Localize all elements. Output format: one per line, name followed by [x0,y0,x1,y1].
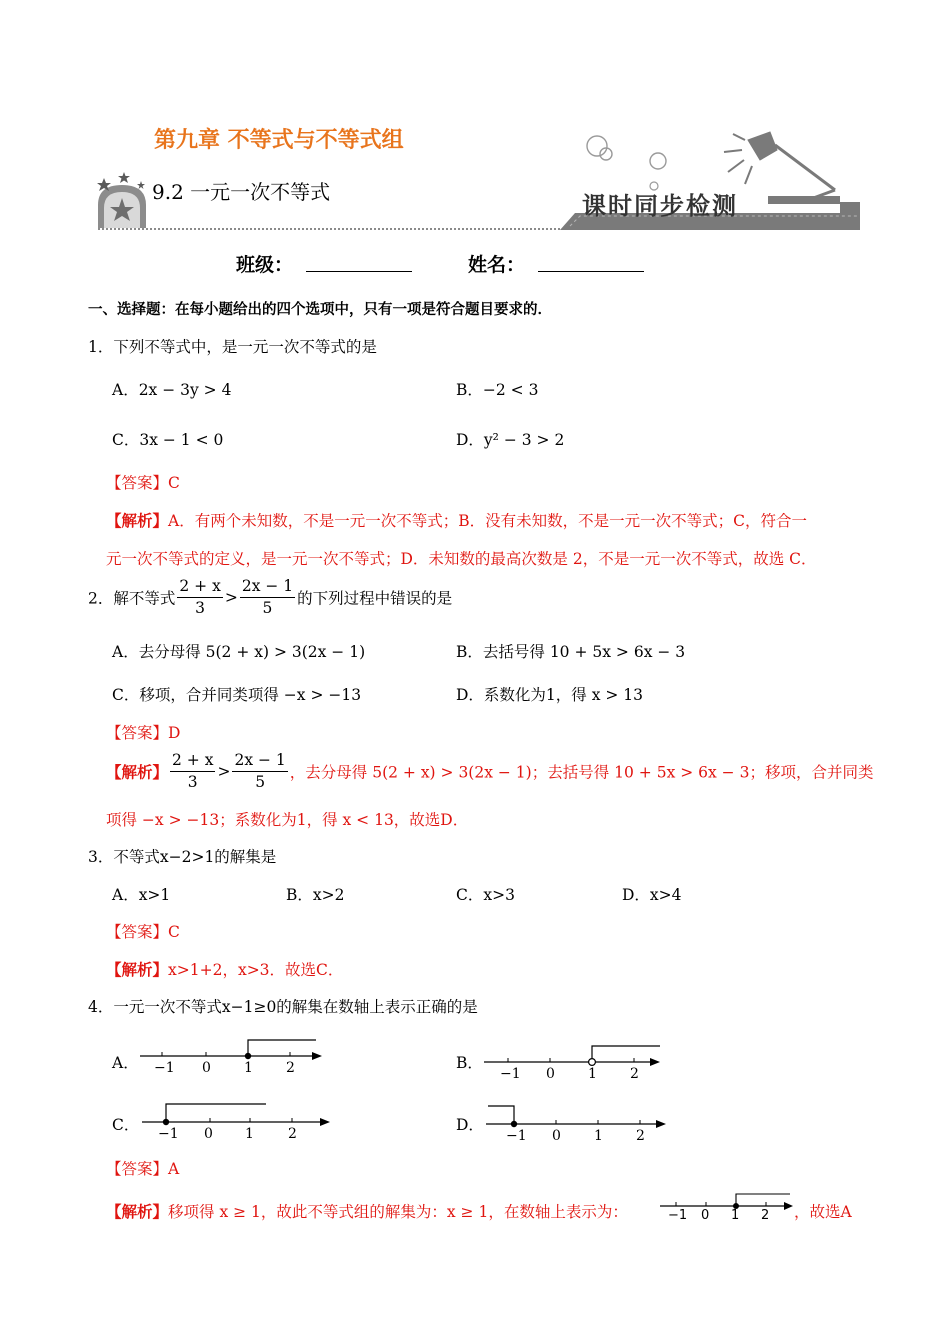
section-title: 9.2 一元一次不等式 [152,180,331,204]
q2-option-b: B．去括号得 10 + 5x > 6x − 3 [456,643,686,661]
q4-d-tick-0: 0 [552,1128,561,1144]
q4-option-c-label: C． [112,1116,140,1134]
q4-c-tick-neg1: −1 [158,1126,179,1142]
q4-analysis-tick-neg1: −1 [668,1208,688,1223]
q1-analysis-label: 【解析】 [106,511,169,530]
q3-analysis [106,958,343,980]
q4-option-b-label: B． [456,1054,483,1072]
q4-b-tick-neg1: −1 [500,1066,521,1082]
q4-option-a-label: A． [112,1054,139,1072]
q2-analysis-label: 【解析】 [106,762,169,782]
q2-analysis-fraction-right-den: 5 [255,773,266,791]
q2-analysis-line1 [106,750,873,793]
q4-stem: 4．一元一次不等式x−1≥0的解集在数轴上表示正确的是 [88,998,478,1016]
q4-c-tick-1: 1 [245,1126,254,1142]
name-field[interactable] [538,270,644,272]
q2-analysis-fraction-left-den: 3 [187,773,198,791]
q2-fraction-left-den: 3 [195,599,206,617]
q4-d-tick-neg1: −1 [506,1128,527,1144]
q2-stem [88,576,452,619]
q2-fraction-right [240,576,295,619]
q4-c-tick-0: 0 [204,1126,213,1142]
q2-answer: 【答案】D [106,724,181,742]
q4-d-tick-1: 1 [594,1128,603,1144]
q3-analysis-label: 【解析】 [106,960,169,979]
q2-analysis-line2: 项得 −x > −13；系数化为1，得 x < 13，故选D． [106,811,469,829]
q4-analysis [106,1200,628,1222]
desk-lamp-icon [724,132,835,200]
q2-stem-prefix: 2．解不等式 [88,589,176,608]
q3-stem: 3．不等式x−2>1的解集是 [88,848,277,866]
q4-b-tick-2: 2 [630,1066,639,1082]
q4-a-tick-2: 2 [286,1060,295,1076]
q4-analysis-tick-2: 2 [761,1208,770,1223]
q2-fraction-right-num: 2x − 1 [240,576,295,598]
q4-analysis-tick-1: 1 [731,1208,740,1223]
class-field[interactable] [306,270,412,272]
q2-stem-suffix: 的下列过程中错误的是 [297,589,453,608]
q1-stem: 1．下列不等式中，是一元一次不等式的是 [88,338,377,356]
q4-a-tick-1: 1 [244,1060,253,1076]
q2-option-d: D．系数化为1，得 x > 13 [456,686,644,704]
q1-analysis-text1: A．有两个未知数，不是一元一次不等式；B．没有未知数，不是一元一次不等式；C，符合一 [168,512,807,530]
q2-analysis-text1: ，去分母得 5(2 + x) > 3(2x − 1)；去括号得 10 + 5x > 6x − 3；移项，合并同类 [289,763,874,782]
q2-fraction-left-num: 2 + x [177,576,222,598]
q3-answer: 【答案】C [106,923,180,941]
name-label: 姓名： [468,254,526,276]
q2-option-c: C．移项，合并同类项得 −x > −13 [112,686,362,704]
class-label: 班级： [236,254,294,276]
q4-a-tick-neg1: −1 [154,1060,175,1076]
q3-option-d: D．x>4 [622,886,682,904]
q4-c-tick-2: 2 [288,1126,297,1142]
q1-analysis-line1 [106,509,807,531]
q4-analysis-tick-0: 0 [701,1208,710,1223]
q2-gt: > [224,588,238,607]
banner-label: 课时同步检测 [582,191,738,220]
q2-option-a: A．去分母得 5(2 + x) > 3(2x − 1) [112,643,366,661]
q1-option-a: A．2x − 3y > 4 [112,381,232,399]
q3-option-b: B．x>2 [286,886,345,904]
q4-a-tick-0: 0 [202,1060,211,1076]
star-emblem-icon [97,172,146,228]
q3-option-a: A．x>1 [112,886,171,904]
q1-option-b: B．−2 < 3 [456,381,539,399]
q4-analysis-text: 移项得 x ≥ 1，故此不等式组的解集为：x ≥ 1，在数轴上表示为： [168,1203,628,1221]
q2-analysis-fraction-left [170,750,215,793]
q3-option-c: C．x>3 [456,886,515,904]
q1-option-d: D．y² − 3 > 2 [456,431,565,449]
q4-analysis-end: ，故选A [794,1203,852,1221]
q3-analysis-text: x>1+2，x>3．故选C． [168,961,344,979]
q4-answer: 【答案】A [106,1160,180,1178]
q2-analysis-fraction-right-num: 2x − 1 [232,750,287,772]
q4-d-tick-2: 2 [636,1128,645,1144]
q4-b-tick-0: 0 [546,1066,555,1082]
q2-fraction-right-den: 5 [262,599,273,617]
q1-analysis-line2: 元一次不等式的定义，是一元一次不等式；D．未知数的最高次数是 2，不是一元一次不等式，故选 C． [106,550,817,568]
q2-fraction-left [177,576,222,619]
q2-analysis-fraction-right [232,750,287,793]
q1-answer: 【答案】C [106,474,180,492]
q2-analysis-fraction-left-num: 2 + x [170,750,215,772]
q4-analysis-label: 【解析】 [106,1202,169,1221]
q4-option-d-label: D． [456,1116,484,1134]
section-heading: 一、选择题：在每小题给出的四个选项中，只有一项是符合题目要求的． [88,302,552,318]
chapter-title: 第九章 不等式与不等式组 [154,128,404,153]
q2-analysis-gt: > [217,762,231,781]
banner-graphics [0,0,950,240]
q1-option-c: C．3x − 1 < 0 [112,431,224,449]
q4-b-tick-1: 1 [588,1066,597,1082]
